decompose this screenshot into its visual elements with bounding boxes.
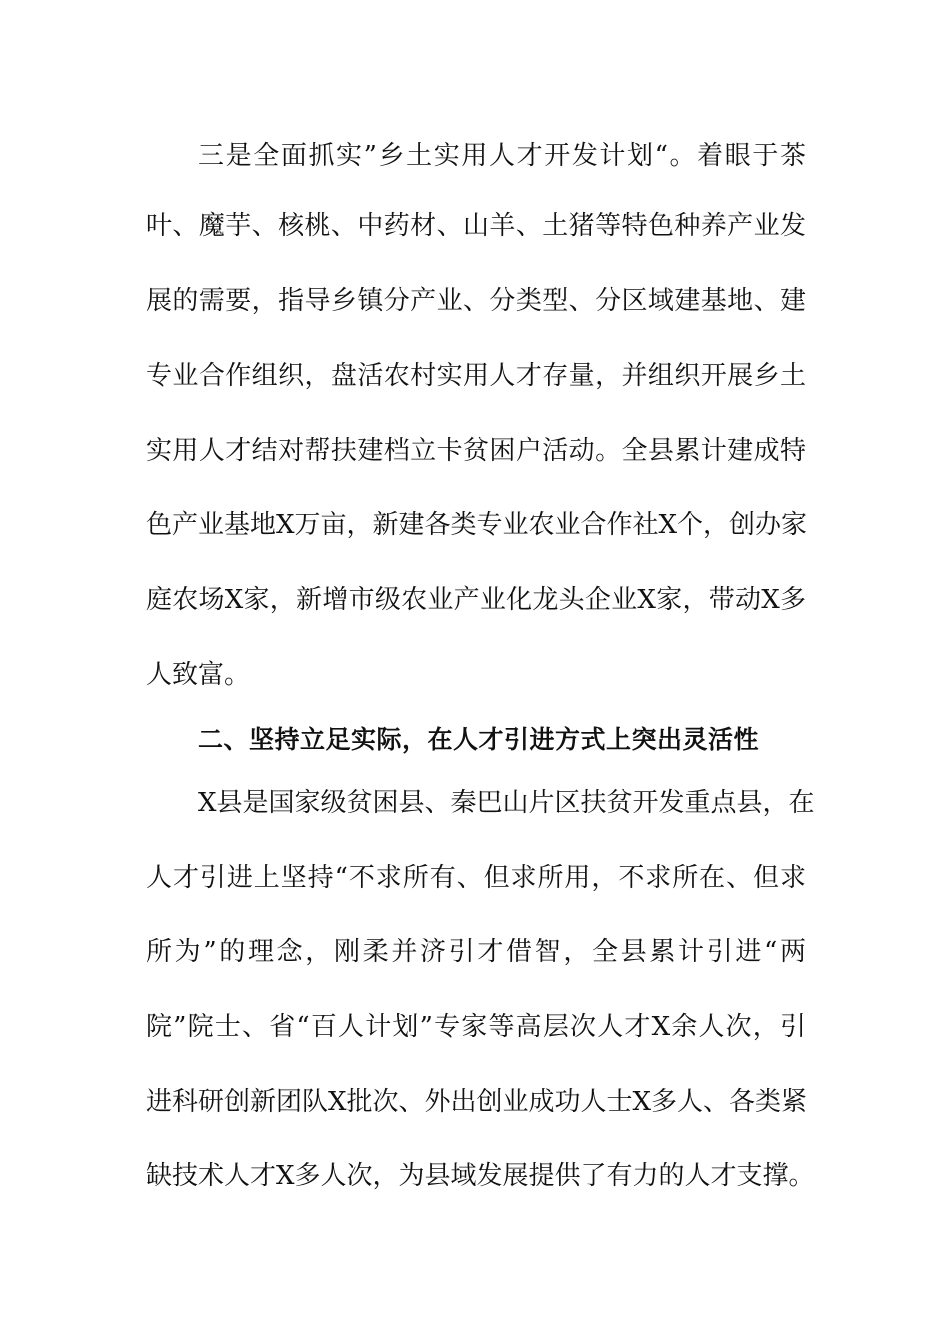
paragraph-2-line-1: X县是国家级贫困县、秦巴山片区扶贫开发重点县，在 [198, 788, 815, 818]
paragraph-2-line-4: 院”院士、省“百人计划”专家等高层次人才X余人次，引 [146, 1012, 806, 1042]
paragraph-2-line-6: 缺技术人才X多人次，为县域发展提供了有力的人才支撑。 [146, 1161, 815, 1191]
paragraph-1-line-3: 展的需要，指导乡镇分产业、分类型、分区域建基地、建 [146, 286, 806, 316]
section-heading: 二、坚持立足实际，在人才引进方式上突出灵活性 [198, 725, 760, 754]
paragraph-1-line-7: 庭农场X家，新增市级农业产业化龙头企业X家，带动X多 [146, 585, 806, 615]
paragraph-2-line-5: 进科研创新团队X批次、外出创业成功人士X多人、各类紧 [146, 1087, 808, 1117]
paragraph-2-line-3: 所为”的理念，刚柔并济引才借智，全县累计引进“两 [146, 937, 806, 967]
paragraph-1-line-4: 专业合作组织，盘活农村实用人才存量，并组织开展乡土 [146, 361, 806, 391]
paragraph-1-line-8: 人致富。 [146, 660, 251, 690]
paragraph-1-line-2: 叶、魔芋、核桃、中药材、山羊、土猪等特色种养产业发 [146, 211, 806, 241]
paragraph-1-line-1: 三是全面抓实”乡土实用人才开发计划“。着眼于茶 [198, 141, 806, 171]
paragraph-1-line-6: 色产业基地X万亩，新建各类专业农业合作社X个，创办家 [146, 510, 808, 540]
paragraph-1-line-5: 实用人才结对帮扶建档立卡贫困户活动。全县累计建成特 [146, 436, 806, 466]
paragraph-2-line-2: 人才引进上坚持“不求所有、但求所用，不求所在、但求 [146, 863, 806, 893]
